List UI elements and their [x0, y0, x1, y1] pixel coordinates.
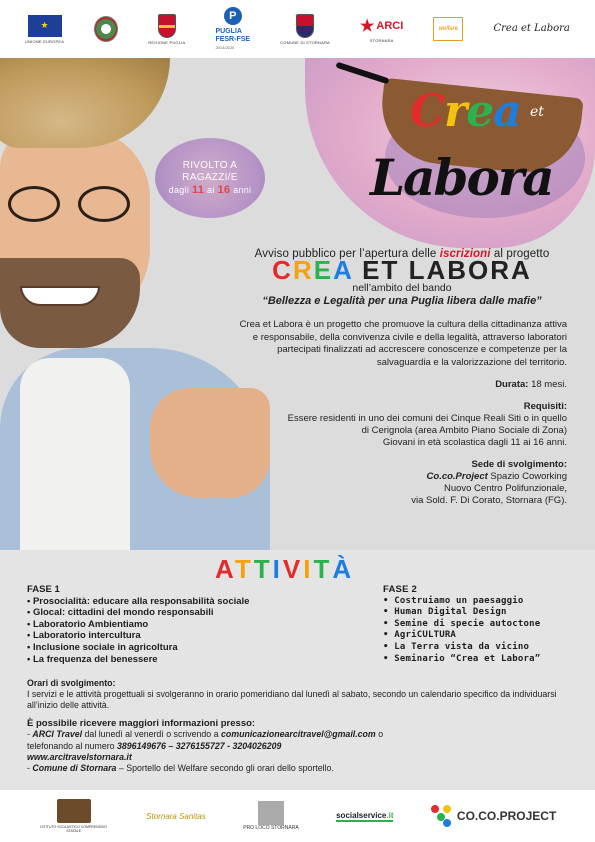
pro-loco-logo: [243, 801, 298, 831]
puglia-shield-icon: [158, 14, 176, 38]
title-letter: L: [408, 255, 427, 285]
list-item: • AgriCULTURA: [383, 630, 588, 642]
attivita-letter: I: [272, 554, 283, 584]
comune-stornara-logo: [280, 14, 330, 45]
list-item: • Semine di specie autoctone: [383, 619, 588, 631]
coco-project-text: CO.CO.PROJECT: [456, 809, 557, 823]
fase1-list: [27, 584, 327, 665]
fase2-title: FASE 2: [383, 584, 417, 595]
info-block: [27, 718, 572, 774]
avviso-line: Avviso pubblico per l’apertura delle iscrizioni al progetto: [254, 248, 550, 260]
pro-loco-icon: [258, 801, 284, 825]
email-link[interactable]: comunicazionearcitravel@gmail.com: [220, 729, 376, 740]
italy-emblem-logo: [94, 16, 118, 42]
attivita-letter: A: [215, 554, 235, 584]
list-item: • Laboratorio Ambientiamo: [27, 619, 327, 631]
logo-crea: Crea: [410, 86, 521, 137]
list-item: • Inclusione sociale in agricoltura: [27, 642, 327, 654]
project-title: [237, 255, 567, 285]
crea-mini-text: Crea et Labora: [493, 23, 570, 34]
list-item: • Glocal: cittadini del mondo responsabili: [27, 607, 327, 619]
puglia-title: PUGLIA: [215, 27, 242, 35]
orari-block: [27, 678, 572, 711]
arci-sub: STORNARA: [369, 37, 394, 43]
list-item: • Human Digital Design: [383, 607, 588, 619]
title-letter: B: [447, 255, 469, 285]
attivita-letter: T: [253, 554, 273, 584]
italy-emblem-icon: [94, 16, 118, 42]
requisiti-block: Requisiti: Essere residenti in uno dei comuni dei Cinque Reali Siti o in quello di Cerignola (area Ambito Piano Sociale di Zona) Giovani in età scolastica dagli 11 ai 16 anni.: [287, 401, 567, 448]
sede-block: Sede di svolgimento: Co.co.Project Spazio Coworking Nuovo Centro Polifunzionale, via Sold. F. Di Corato, Stornara (FG).: [411, 459, 567, 506]
puglia-fesr-logo: [215, 7, 250, 52]
orari-text: I servizi e le attività progettuali si svolgeranno in orario pomeridiano dal lunedì al sabato, secondo un calendario specifico da individuarsi all’inizio delle attività.: [27, 689, 557, 710]
crea-et-labora-mini-logo: [494, 24, 570, 34]
regione-puglia-logo: [148, 14, 185, 45]
pro-loco-caption: PRO LOCO STORNARA: [243, 825, 299, 831]
puglia-years: 2014/2020: [215, 44, 235, 50]
list-item: • Laboratorio intercultura: [27, 630, 327, 642]
ambito-line: nell’ambito del bando: [352, 282, 452, 294]
activities-section: [0, 550, 595, 790]
istituto-logo: [39, 799, 109, 833]
list-item: • Costruiamo un paesaggio: [383, 596, 588, 608]
title-letter: E: [362, 255, 382, 285]
attivita-letter: T: [313, 554, 333, 584]
stornara-caption: COMUNE DI STORNARA: [280, 39, 330, 45]
title-letter: [353, 255, 362, 285]
list-item: • Prosocialità: educare alla responsabilità sociale: [27, 596, 327, 608]
welfare-text: welfare: [433, 17, 463, 41]
title-letter: O: [468, 255, 491, 285]
target-audience-bubble: [155, 138, 265, 218]
attivita-letter: T: [234, 554, 254, 584]
orari-title: Orari di svolgimento:: [27, 678, 116, 688]
socialservice-logo: socialservice.it: [336, 810, 394, 820]
puglia-subtitle: FESR-FSE: [215, 35, 251, 43]
header-logo-bar: [0, 0, 595, 58]
arci-logo: [360, 16, 403, 43]
attivita-title: [215, 554, 354, 585]
logo-et: et: [530, 104, 544, 120]
info-title: È possibile ricevere maggiori informazioni presso:: [27, 718, 256, 729]
title-letter: E: [313, 255, 334, 285]
crea-et-labora-logo: [370, 86, 570, 226]
info-website-line: [27, 752, 572, 763]
logo-labora: Labora: [370, 148, 553, 207]
project-description: Crea et Labora è un progetto che promuove la cultura della cittadinanza attiva e responsabile, della convivenza civile e della legalità, attraverso laboratori partecipati finalizzati ad accrescere conoscenze e competenze per la salvaguardia e la valorizzazione del territorio.: [239, 319, 567, 368]
info-phone-line: telefonando al numero 3896149676 – 3276155727 - 3204026209: [27, 740, 282, 751]
list-item: • La frequenza del benessere: [27, 654, 327, 666]
list-item: • Seminario “Crea et Labora”: [383, 654, 588, 666]
title-letter: R: [292, 255, 314, 285]
bando-title: “Bellezza e Legalità per una Puglia libera dalle mafie”: [262, 295, 542, 307]
title-letter: C: [272, 255, 293, 285]
phone-numbers[interactable]: 3896149676 – 3276155727 - 3204026209: [117, 740, 282, 751]
regione-caption: REGIONE PUGLIA: [148, 39, 186, 45]
hero-section: [0, 58, 595, 550]
coco-project-mark-icon: [431, 805, 453, 827]
istituto-caption: ISTITUTO SCOLASTICO COMPRENSIVO STATALE: [40, 825, 108, 833]
eu-caption: UNIONE EUROPEA: [25, 38, 65, 44]
attivita-letter: À: [332, 554, 355, 584]
info-arci-line: - ARCI Travel dal lunedì al venerdì o scrivendo a comunicazionearcitravel@gmail.com o: [27, 729, 384, 740]
bubble-line2: RAGAZZI/E: [182, 172, 238, 183]
stornara-sanitas-logo: [146, 812, 206, 821]
title-letter: [399, 255, 408, 285]
attivita-letter: V: [282, 554, 304, 584]
stornara-shield-icon: [296, 14, 314, 38]
durata-block: Durata: 18 mesi.: [495, 379, 567, 390]
info-comune-line: - Comune di Stornara – Sportello del Welfare secondo gli orari dello sportello.: [27, 763, 334, 774]
title-letter: R: [490, 255, 512, 285]
footer-logo-bar: [0, 790, 595, 842]
attivita-letter: I: [303, 554, 314, 584]
title-letter: A: [511, 255, 532, 285]
puglia-p-icon: P: [224, 7, 242, 25]
bubble-line1: RIVOLTO A: [182, 160, 238, 171]
eu-flag-icon: ★: [28, 15, 62, 37]
fase1-title: FASE 1: [27, 584, 60, 595]
arci-star-icon: ★: [360, 17, 375, 35]
intro-text-column: [237, 248, 567, 507]
eu-logo: [25, 15, 64, 44]
school-building-icon: [57, 799, 91, 823]
sanitas-text: Stornara Sanitas: [146, 811, 206, 821]
website-link[interactable]: www.arcitravelstornara.it: [27, 751, 132, 762]
bubble-ages: dagli 11 ai 16 anni: [168, 184, 252, 196]
list-item: • La Terra vista da vicino: [383, 642, 588, 654]
title-letter: A: [333, 255, 353, 285]
title-letter: T: [381, 255, 400, 285]
title-letter: A: [426, 255, 448, 285]
welfare-logo: [433, 17, 463, 41]
coco-project-logo: [431, 805, 556, 827]
fase2-list: [383, 584, 588, 665]
arci-text: ARCI: [376, 19, 404, 32]
